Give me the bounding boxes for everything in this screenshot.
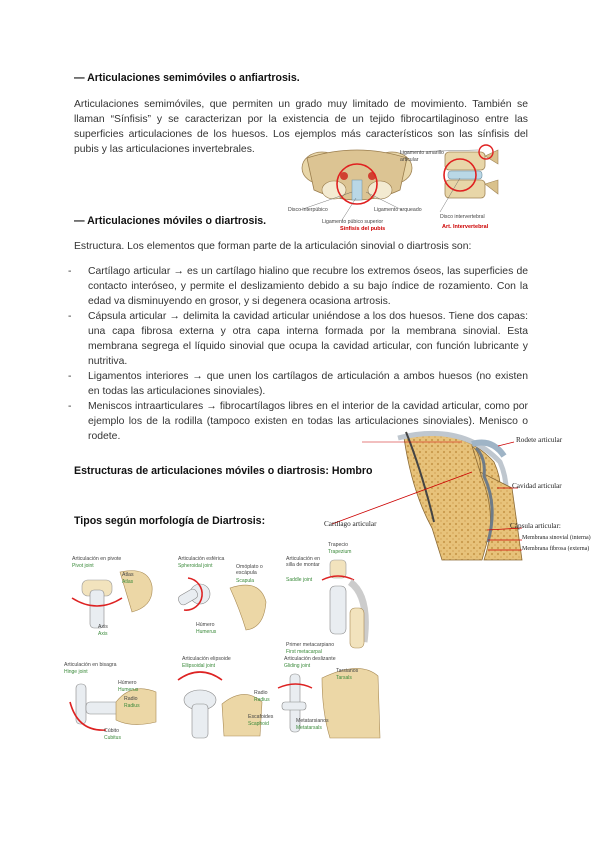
caption-sinfisis-pubis: Sínfisis del pubis bbox=[340, 226, 386, 232]
gliding-tarsianos-en: Tarsals bbox=[336, 675, 352, 681]
ellipsoidal-title-en: Ellipsoidal joint bbox=[182, 663, 216, 669]
caption-art-intervertebral: Art. Intervertebral bbox=[442, 224, 489, 230]
ellipsoidal-title: Articulación elipsoide bbox=[182, 656, 231, 662]
pivot-atlas: Atlas bbox=[122, 572, 134, 578]
label-ligamento-amarillo: Ligamento amarillo bbox=[400, 150, 444, 156]
pivot-title-en: Pivot joint bbox=[72, 563, 94, 569]
hinge-cubito-en: Cubitus bbox=[104, 735, 121, 741]
joint-types-illustration bbox=[60, 552, 390, 744]
saddle-title: Articulación en silla de montar bbox=[286, 556, 321, 568]
hinge-title-en: Hinge joint bbox=[64, 669, 88, 675]
ellipsoidal-radio: Radio bbox=[254, 690, 268, 696]
section-title-anfiartrosis: — Articulaciones semimóviles o anfiartrosis. bbox=[74, 72, 300, 84]
section-title-diartrosis: — Articulaciones móviles o diartrosis. bbox=[74, 215, 267, 227]
spheroidal-title-en: Spheroidal joint bbox=[178, 563, 213, 569]
saddle-metacarpo-en: First metacarpal bbox=[286, 649, 322, 655]
spheroidal-escapula: Omóplato o escápula bbox=[236, 564, 263, 576]
saddle-title-en: Saddle joint bbox=[286, 577, 313, 583]
saddle-trapecio: Trapecio bbox=[328, 542, 348, 548]
hinge-radio-en: Radius bbox=[124, 703, 140, 709]
pivot-title: Articulación en pivote bbox=[72, 556, 122, 562]
structure-list bbox=[88, 264, 528, 444]
label-rodete: Rodete articular bbox=[516, 436, 563, 444]
hinge-radio: Radio bbox=[124, 696, 138, 702]
pivot-axis-en: Axis bbox=[98, 631, 108, 637]
spheroidal-humero: Húmero bbox=[196, 622, 215, 628]
spheroidal-escapula-en: Scapula bbox=[236, 578, 255, 584]
hinge-humero: Húmero bbox=[118, 680, 137, 686]
hinge-title: Articulación en bisagra bbox=[64, 662, 117, 668]
shoulder-figure bbox=[322, 432, 592, 560]
saddle-metacarpo: Primer metacarpiano bbox=[286, 642, 335, 648]
label-disco-interpubico: Disco interpúbico bbox=[288, 207, 328, 213]
pivot-axis: Axis bbox=[98, 624, 108, 630]
paragraph-anfiartrosis: Articulaciones semimóviles, que permiten un grado muy limitado de movimiento. También se llaman “Sínfisis” y se caracterizan por la existencia de un tejido fibrocartilaginoso entre las superficies articulaciones de los huesos. Los ejemplos más característicos son las sínfisis del pubis y las articulaciones invertebrales. bbox=[74, 99, 528, 155]
list-item: - Cartílago articular → es un cartílago hialino que recubre los extremos óseos, las superficies de contacto interóseo, y permite el deslizamiento debido a su bajo índice de rozamiento. Con la edad va disminuyendo en grosor, y si degenera ocasiona artrosis. bbox=[88, 264, 528, 309]
intervertebral-figure bbox=[400, 140, 505, 232]
label-ligamento-superior: Ligamento púbico superior bbox=[322, 219, 384, 225]
hinge-humero-en: Humerus bbox=[118, 687, 139, 693]
list-item: - Cápsula articular → delimita la cavidad articular uniéndose a los dos huesos. Tiene dos capas: una capa fibrosa externa y otra capa interna formada por la membrana sinovial. Esta membrana segrega el líquido sinovial que ocupa la cavidad articular, con función lubricante y nutritiva. bbox=[88, 309, 528, 369]
joint-types-figure bbox=[60, 542, 390, 744]
label-disco-intervertebral: Disco intervertebral bbox=[440, 214, 485, 220]
ellipsoidal-escafoides: Escafoides bbox=[248, 714, 274, 720]
gliding-metatarsianos-en: Metatarsals bbox=[296, 725, 322, 731]
list-item: - Meniscos intraarticulares → fibrocartílagos libres en el interior de la cavidad articular, como por ejemplo los de la rodilla (tampoco existen en todas las articulaciones sinoviales). Menisco o rodete. bbox=[88, 399, 528, 444]
label-ligamento-arqueado: Ligamento arqueado bbox=[374, 207, 422, 213]
pivot-atlas-en: Atlas bbox=[122, 579, 134, 585]
spheroidal-humero-en: Humerus bbox=[196, 629, 217, 635]
list-item: - Ligamentos interiores → que unen los cartílagos de articulación a ambos huesos (no existen en todas las articulaciones sinoviales). bbox=[88, 369, 528, 399]
spheroidal-title: Articulación esférica bbox=[178, 556, 225, 562]
label-cartilago: Cartílago articular bbox=[324, 520, 377, 528]
hinge-cubito: Cúbito bbox=[104, 728, 119, 734]
section-title-tipos: Tipos según morfología de Diartrosis: bbox=[74, 515, 266, 527]
ellipsoidal-escafoides-en: Scaphoid bbox=[248, 721, 269, 727]
gliding-title: Articulación deslizante bbox=[284, 656, 336, 662]
label-articular: articular bbox=[400, 157, 419, 163]
gliding-tarsianos: Tarsianos bbox=[336, 668, 359, 674]
section-title-hombro: Estructuras de articulaciones móviles o diartrosis: Hombro bbox=[74, 465, 373, 477]
label-membrana-sinovial: Membrana sinovial (interna) bbox=[522, 535, 591, 541]
diartrosis-intro: Estructura. Los elementos que forman parte de la articulación sinovial o diartrosis son: bbox=[74, 241, 472, 252]
gliding-title-en: Gliding joint bbox=[284, 663, 311, 669]
gliding-metatarsianos: Metatarsianos bbox=[296, 718, 329, 724]
label-capsula: Cápsula articular: bbox=[510, 522, 561, 530]
saddle-trapecio-en: Trapezium bbox=[328, 549, 352, 555]
label-cavidad: Cavidad articular bbox=[512, 482, 562, 490]
label-membrana-fibrosa: Membrana fibrosa (externa) bbox=[522, 546, 590, 552]
ellipsoidal-radio-en: Radius bbox=[254, 697, 270, 703]
